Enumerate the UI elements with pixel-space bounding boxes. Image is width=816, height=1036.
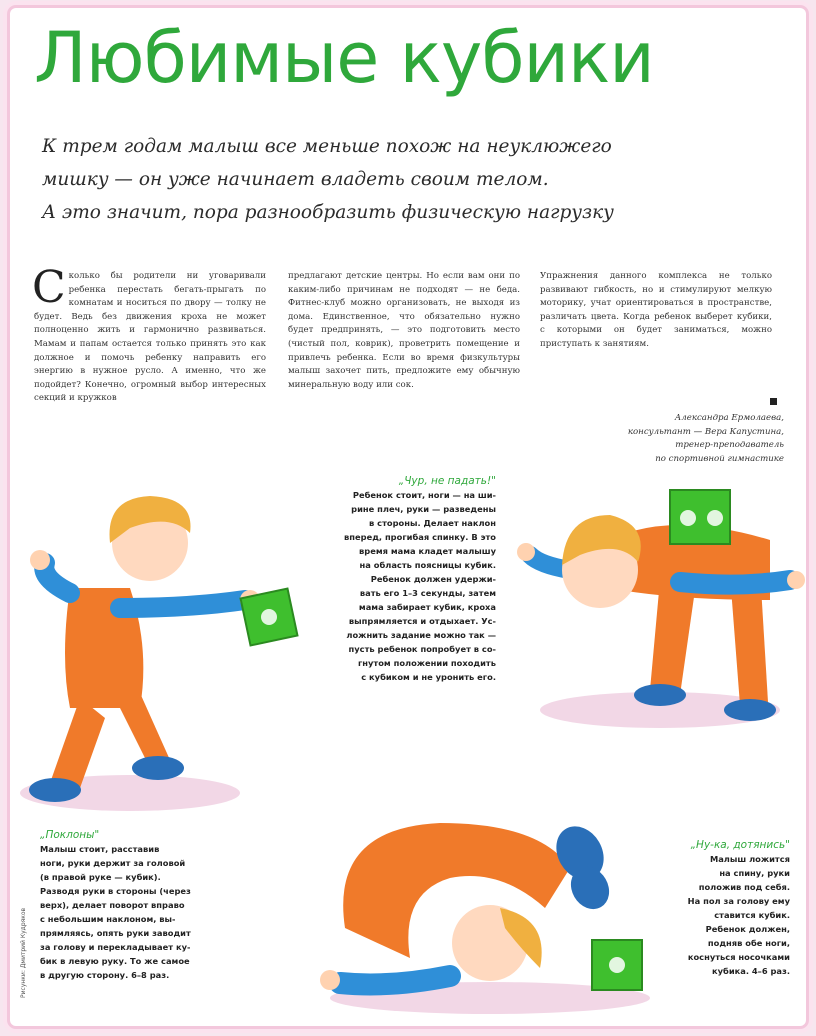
text-column-1	[32, 262, 266, 406]
caption-line: бик в левую руку. То же самое	[40, 956, 190, 966]
exercise-caption-left	[40, 828, 240, 982]
signature-line: по спортивной гимнастике	[655, 453, 784, 464]
column-text: Упражнения данного комплекса не только развивают гибкость, но и стимулируют мелкую моторику, учат ориентироваться в пространстве, различать цвета. Когда ребенок выберет кубики, с которыми он будет заниматься, можно приступать к занятиям.	[540, 271, 772, 349]
end-mark	[770, 398, 777, 405]
caption-line: вперед, прогибая спинку. В это	[344, 532, 496, 542]
lead-line: А это значит, пора разнообразить физическую нагрузку	[42, 202, 614, 223]
child-bending-with-cube-illustration	[510, 470, 806, 760]
text-column-2	[288, 270, 520, 392]
signature-line: тренер-преподаватель	[675, 440, 784, 451]
exercise-title: „Чур, не падать!"	[398, 475, 496, 487]
lead-line: К трем годам малыш все меньше похож на неуклюжего	[42, 136, 612, 157]
exercise-caption-center	[300, 474, 496, 684]
illustration-credit: Рисунки: Дмитрий Кудряков	[20, 907, 27, 998]
lead-line: мишку — он уже начинает владеть своим телом.	[42, 169, 549, 190]
caption-line: положив под себя.	[698, 882, 790, 892]
caption-line: время мама кладет малышу	[359, 546, 496, 556]
caption-line: Ребенок должен,	[705, 924, 790, 934]
caption-line: в другую сторону. 6–8 раз.	[40, 970, 170, 980]
exercise-title: „Поклоны"	[40, 829, 100, 841]
caption-line: кубика. 4–6 раз.	[711, 966, 790, 976]
exercise-caption-right	[650, 838, 790, 978]
drop-cap: С	[32, 262, 66, 313]
caption-line: вать его 1–3 секунды, затем	[359, 588, 496, 598]
caption-line: гнутом положении походить	[357, 658, 496, 668]
caption-line: ноги, руки держит за головой	[40, 858, 186, 868]
caption-line: на область поясницы кубик.	[359, 560, 496, 570]
signature-line: консультант — Вера Капустина,	[627, 426, 784, 437]
caption-line: Ребенок стоит, ноги — на ши-	[352, 490, 496, 500]
caption-line: На пол за голову ему	[687, 896, 790, 906]
caption-line: верх), делает поворот вправо	[40, 900, 185, 910]
lead-paragraph	[42, 130, 742, 229]
column-text: предлагают детские центры. Но если вам они по каким-либо причинам не подходят — не беда. Фитнес-клуб можно организовать, не выходя из дома. Единственное, что обязательно нужно будет предпринять, — это подготовить место (чистый пол, коврик), проветрить помещение и привлечь ребенка. Если во время физкультуры малыш захочет пить, предложите ему обычную минеральную воду или сок.	[288, 271, 520, 390]
column-text: колько бы родители ни уговаривали ребенка перестать бегать-прыгать по комнатам и носиться по двору — толку не будет. Ведь без движения кроха не может полноценно жить и гармонично развиваться. Мамам и папам остается только принять это как должное и помочь ребенку направить его энергию в нужное русло. А именно, что же подойдет? Конечно, огромный выбор интересных секций и кружков	[34, 271, 266, 404]
page-title: Любимые кубики	[34, 17, 654, 99]
caption-line: (в правой руке — кубик).	[40, 872, 161, 882]
caption-line: рине плеч, руки — разведены	[351, 504, 496, 514]
caption-line: ставится кубик.	[714, 910, 790, 920]
caption-line: в стороны. Делает наклон	[369, 518, 496, 528]
caption-line: мама забирает кубик, кроха	[358, 602, 496, 612]
caption-line: Малыш ложится	[709, 854, 790, 864]
caption-line: Разводя руки в стороны (через	[40, 886, 191, 896]
signature-line: Александра Ермолаева,	[674, 413, 784, 423]
caption-line: с небольшим наклоном, вы-	[40, 914, 176, 924]
caption-line: пусть ребенок попробует в со-	[348, 644, 496, 654]
caption-line: выпрямляется и отдыхает. Ус-	[348, 616, 496, 626]
child-holding-cube-illustration	[10, 468, 310, 828]
child-lying-stretching-illustration	[300, 808, 650, 1018]
magazine-page	[10, 8, 806, 1026]
caption-line: ложнить задание можно так —	[346, 630, 496, 640]
caption-line: Малыш стоит, расставив	[40, 844, 160, 854]
caption-line: подняв обе ноги,	[707, 938, 790, 948]
caption-line: коснуться носочками	[687, 952, 790, 962]
text-column-3	[540, 270, 772, 352]
caption-line: прямляясь, опять руки заводит	[40, 928, 191, 938]
caption-line: за голову и перекладывает ку-	[40, 942, 191, 952]
exercise-title: „Ну-ка, дотянись"	[690, 839, 790, 851]
caption-line: Ребенок должен удержи-	[370, 574, 496, 584]
caption-line: с кубиком и не уронить его.	[361, 672, 496, 682]
author-signature	[558, 412, 784, 466]
caption-line: на спину, руки	[719, 868, 790, 878]
